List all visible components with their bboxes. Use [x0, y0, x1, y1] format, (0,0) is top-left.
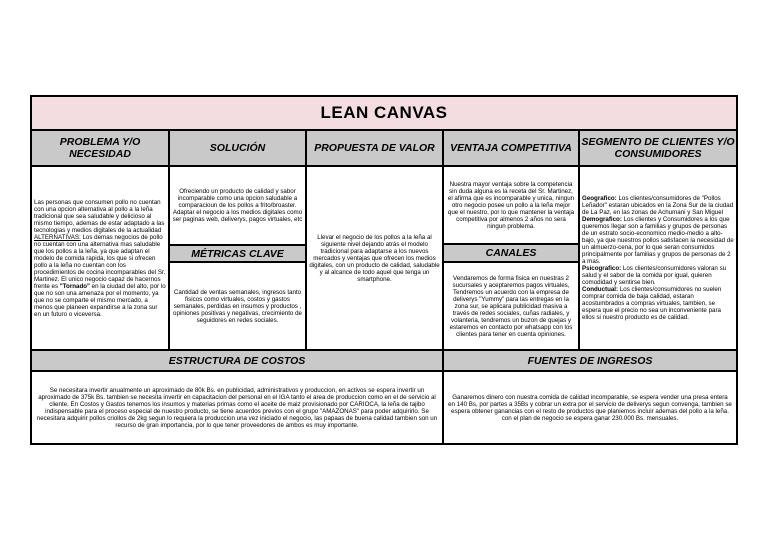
header-metricas: MÉTRICAS CLAVE [169, 245, 306, 262]
header-canales: CANALES [443, 244, 579, 262]
segmento-demografico [582, 216, 734, 265]
alternativas-label: ALTERNATIVAS: [34, 233, 81, 241]
header-propuesta: PROPUESTA DE VALOR [306, 130, 443, 166]
header-ventaja: VENTAJA COMPETITIVA [443, 130, 579, 166]
ventaja-body: Nuestra mayor ventaja sobre la competencia sin duda alguna es la receta del Sr. Martinez, el afirma que es incomparable y unica, ningun otro negocio posee un pollo a la leña mejor que el nuestro, por lo que mantener la ventaja competitiva por almenos 2 años no sera ningun problema. [443, 166, 579, 244]
header-segmento: SEGMENTO DE CLIENTES Y/O CONSUMIDORES [579, 130, 737, 166]
propuesta-body: Llevar el negocio de los pollos a la leña al siguiente nivel dejando atrás el modelo tradicional para adaptarse a los nuevos mercados y ventajas que ofrecen los medios digitales, con un producto de calidad, saludable y al alcance de todo aquel que tenga un smartphone. [306, 166, 443, 350]
demografico-label: Demografico: [582, 216, 622, 223]
lean-canvas [30, 95, 738, 445]
demografico-text: Los clientes y Consumidores a los que queremos llegar son a familias y grupos de personas de un estrato socio-economico medio-medio a alto-bajo, ya que nuestros pollos satisfacen la necesidad de un almuerzo-cena, por lo que seran consumidos principalmente por familias y grupos de personas de 2 a mas. [582, 216, 734, 265]
header-solucion: SOLUCIÓN [169, 130, 306, 166]
segmento-psicografico [582, 265, 734, 286]
tornado-mention: "Tornado" [59, 282, 90, 290]
problema-body [31, 166, 169, 350]
psicografico-label: Psicografico: [582, 265, 622, 272]
header-problema: PROBLEMA Y/O NECESIDAD [31, 130, 169, 166]
segmento-conductual [582, 286, 734, 321]
solucion-body: Ofreciendo un producto de calidad y sabor incomparable como una opcion saludable a comparacioun de los pollos a frito/broaster. Adaptar el negocio a los medios digitales como ser paginas web, deliverys, pagos virtuales, etc [169, 166, 306, 245]
alternativas-text [34, 234, 166, 318]
conductual-label: Conductual: [582, 286, 619, 293]
header-costos: ESTRUCTURA DE COSTOS [31, 350, 443, 371]
conductual-text: Los clientes/consumidores no suelen comprar comida de baja calidad, estaran acostumbrados a compras virtuales, tambien, se espera que el precio no sea un inconveniente para ellos si nuestro producto es de calidad. [582, 286, 722, 321]
geografico-label: Geografico: [582, 195, 617, 202]
header-ingresos: FUENTES DE INGRESOS [443, 350, 737, 371]
ingresos-body: Ganaremos dinero con nuestra comida de calidad incomparable, se espera vender una presa entera en 140 Bs, por partes a 35Bs y cobrar un extra por el servicio de deliverys segun convenga, tambien se espera obtener ganancias con el resto de productos que planiemos incluir ademas del pollo a la leña. con el plan de negocio se espera ganar 230.000 Bs. mensuales. [443, 371, 737, 444]
canales-body: Vendaremos de forma fisica en nuestras 2 sucursales y aceptaremos pagos virtuales, Tendremos un acuerdo con la empresa de deliverys "Yummy" para las entregas en la zona sur, se aplicara publicidad masiva a través de redes sociales, cuñas radiales, y volanteria, tendremos un buzon de quejas y estaremos en contacto por whatsapp con los clientes para tener en cuenta opiniones. [443, 262, 579, 350]
psicografico-text: Los clientes/consumidores valoran su salud y el sabor de la comida por igual, quieren comodidad y sentirse bien. [582, 265, 727, 286]
segmento-geografico [582, 195, 734, 216]
alternativas-desc: Los demas negocios de pollo no cuentan con una alternativa mas saludable que los pollos a la leña, ya que adaptan el modelo de comida rapida, los que si ofrecen pollo a la leña no cuentan con los procedimientos de cocina incomparables del Sr. Martinez. El unico negocio capaz de hacernos frente es [34, 233, 166, 290]
problema-text: Las personas que consumen pollo no cuentan con una opcion alternativa al pollo a la leña tradicional que sea saludable y delicioso al mismo tiempo, ademas de estar adaptado a las tecnologias y medios digitales de la actualidad [34, 198, 165, 234]
canvas-title: LEAN CANVAS [31, 96, 737, 130]
metricas-body: Cantidad de ventas semanales, ingresos tanto fisicos como virtuales, costos y gastos semanales, perdidas en insumos y productos , opiniones positivas y negativas, crecimiento de seguidores en redes sociales. [169, 262, 306, 350]
geografico-text: Los clientes/consumidores de "Pollos Leñador" estaran ubicados en la Zona Sur de la ciudad de La Paz, en las zonas de Achumani y San Miguel [582, 195, 734, 216]
alternativas-tail: en la ciudad del alto, por lo que no son una amenaza por el momento, ya que no se comparte el mismo mercado, a menos que planeen expandirse a la zona sur en un futuro o viceversa. [34, 282, 166, 318]
costos-body: Se necesitara invertir anualmente un aproximado de 80k Bs. en publicidad, administrativos y produccion, en activos se espera invertir un aproximado de 375k Bs. tambien se necesita invertir en capacitacion del personal en el IGA tanto el area de produccion como en el de servicio al cliente. En Costos y Gastos tenemos los insumos y materias primas como el aceite de maiz provisionado por CARIOCA, la leña de tajibo indispensable para el proceso especial de nuestro producto, se tiene acuerdos previos con el grupo "AMAZONAS" para poder adquirirlo. Se necesitara adquirir pollos criollos de 2kg segun lo requiera la produccion una vez iniciado el negocio, las papaas de buena calidad tambien son un recurso de gran importancia, por lo que tener proveedores de ambos es muy importante. [31, 371, 443, 444]
segmento-body [579, 166, 737, 350]
